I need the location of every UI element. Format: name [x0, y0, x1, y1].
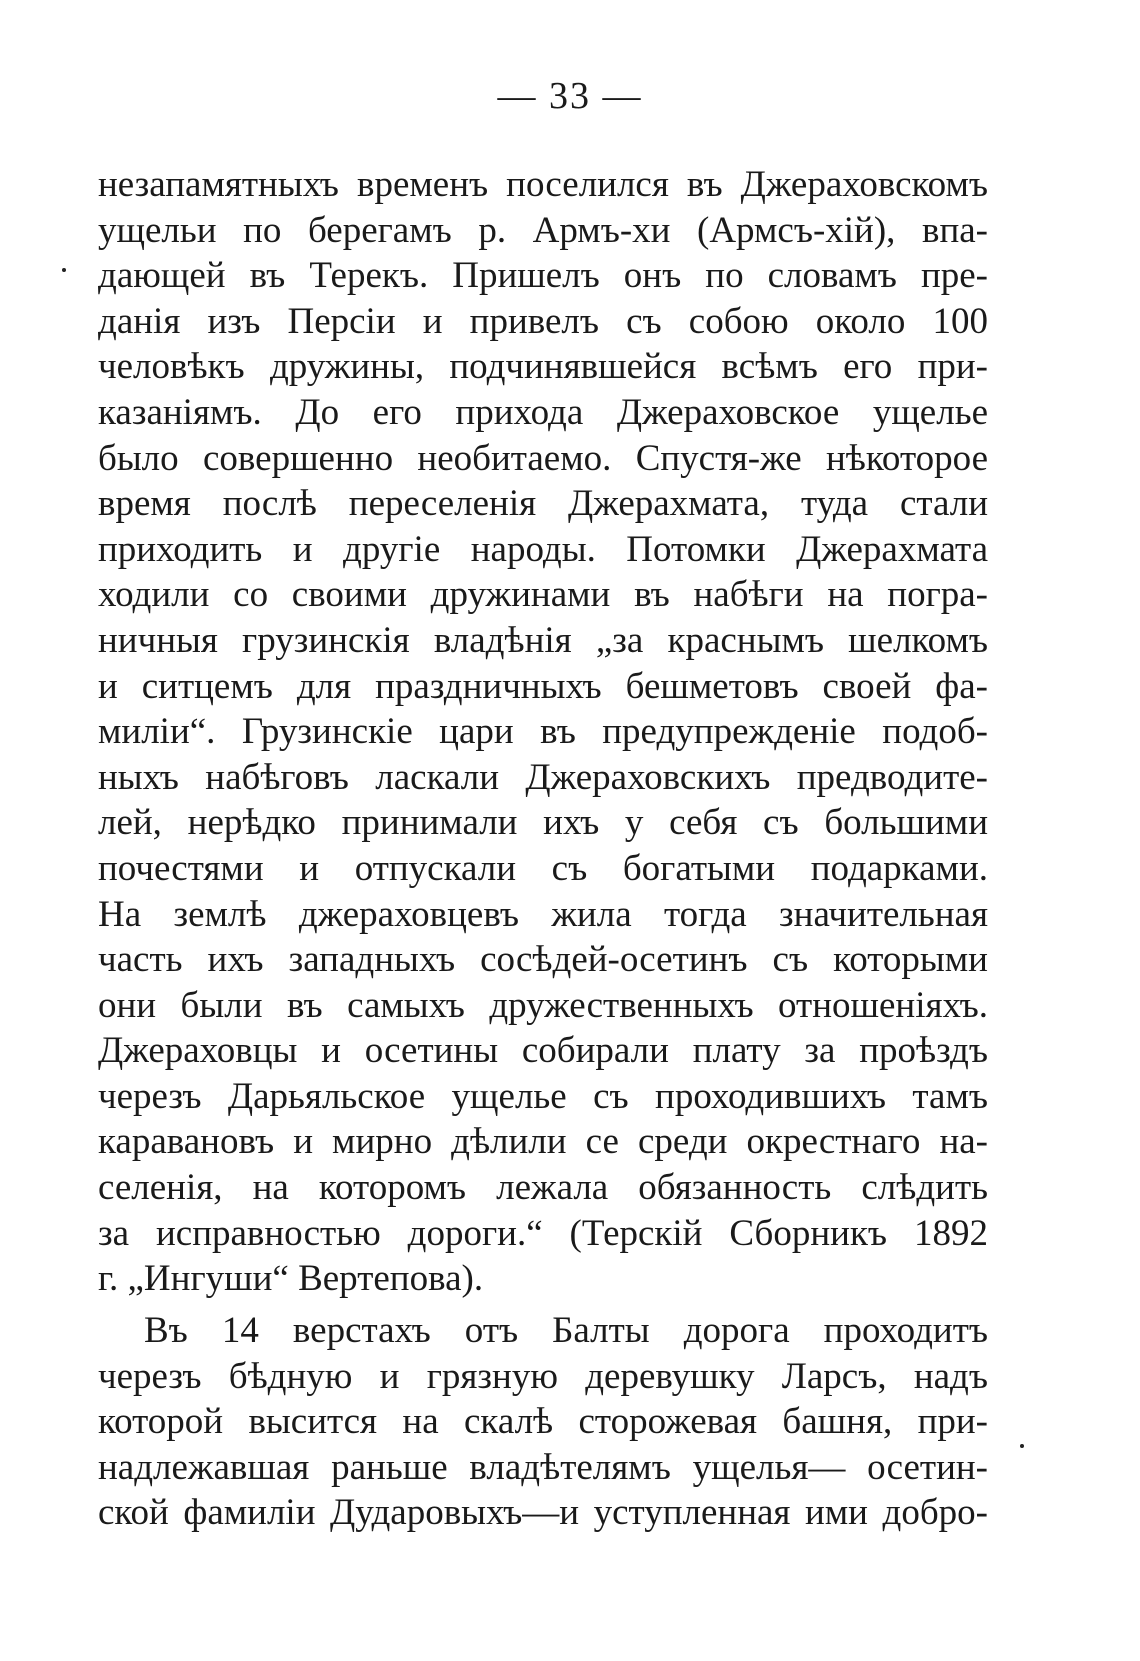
text-line: приходить и другіе народы. Потомки Джерахмата: [98, 528, 988, 570]
text-line: человѣкъ дружины, подчинявшейся всѣмъ его при-: [98, 346, 988, 388]
text-line: они были въ самыхъ дружественныхъ отношеніяхъ.: [98, 984, 988, 1026]
paragraph-new: [98, 1308, 988, 1536]
text-line: время послѣ переселенія Джерахмата, туда стали: [98, 483, 988, 525]
print-speck-mark: [1020, 1444, 1024, 1448]
text-line: ныхъ набѣговъ ласкали Джераховскихъ предводите-: [98, 756, 988, 798]
text-line: каравановъ и мирно дѣлили се среди окрестнаго на-: [98, 1121, 988, 1163]
text-line: за исправностью дороги.“ (Терскій Сборникъ 1892: [98, 1212, 988, 1254]
text-line: было совершенно необитаемо. Спустя-же нѣкоторое: [98, 437, 988, 479]
print-speck-mark: [62, 268, 66, 272]
text-line: г. „Ингуши“ Вертепова).: [98, 1258, 484, 1300]
text-line: и ситцемъ для праздничныхъ бешметовъ своей фа-: [98, 665, 988, 707]
text-line: Въ 14 верстахъ отъ Балты дорога проходитъ: [144, 1310, 988, 1351]
text-line: ущельи по берегамъ р. Армъ-хи (Армсъ-хій), впа-: [98, 209, 988, 251]
page-number: — 33 —: [497, 75, 643, 117]
text-line: черезъ бѣдную и грязную деревушку Ларсъ, надъ: [98, 1355, 988, 1397]
text-line: миліи“. Грузинскіе цари въ предупрежденіе подоб-: [98, 711, 988, 753]
text-line: На землѣ джераховцевъ жила тогда значительная: [98, 893, 988, 935]
text-line: селенія, на которомъ лежала обязанность слѣдить: [98, 1167, 988, 1209]
text-line: черезъ Дарьяльское ущелье съ проходившихъ тамъ: [98, 1075, 988, 1117]
text-line: Джераховцы и осетины собирали плату за проѣздъ: [98, 1030, 988, 1072]
text-line: ходили со своими дружинами въ набѣги на погра-: [98, 574, 988, 616]
text-line: данія изъ Персіи и привелъ съ собою около 100: [98, 300, 988, 342]
text-line: незапамятныхъ временъ поселился въ Джераховскомъ: [98, 164, 988, 205]
text-line: ской фамиліи Дударовыхъ—и уступленная ими добро-: [98, 1492, 988, 1534]
text-line: ничныя грузинскія владѣнія „за краснымъ шелкомъ: [98, 619, 988, 661]
text-line: часть ихъ западныхъ сосѣдей-осетинъ съ которыми: [98, 939, 988, 981]
text-line: которой высится на скалѣ сторожевая башня, при-: [98, 1401, 988, 1443]
text-line: дающей въ Терекъ. Пришелъ онъ по словамъ пре-: [98, 255, 988, 297]
text-line: надлежавшая раньше владѣтелямъ ущелья— осетин-: [98, 1446, 988, 1488]
paragraph-continued: [98, 162, 988, 1302]
text-line: лей, нерѣдко принимали ихъ у себя съ большими: [98, 802, 988, 844]
text-line: казаніямъ. До его прихода Джераховское ущелье: [98, 391, 988, 433]
text-line: почестями и отпускали съ богатыми подарками.: [98, 847, 988, 889]
